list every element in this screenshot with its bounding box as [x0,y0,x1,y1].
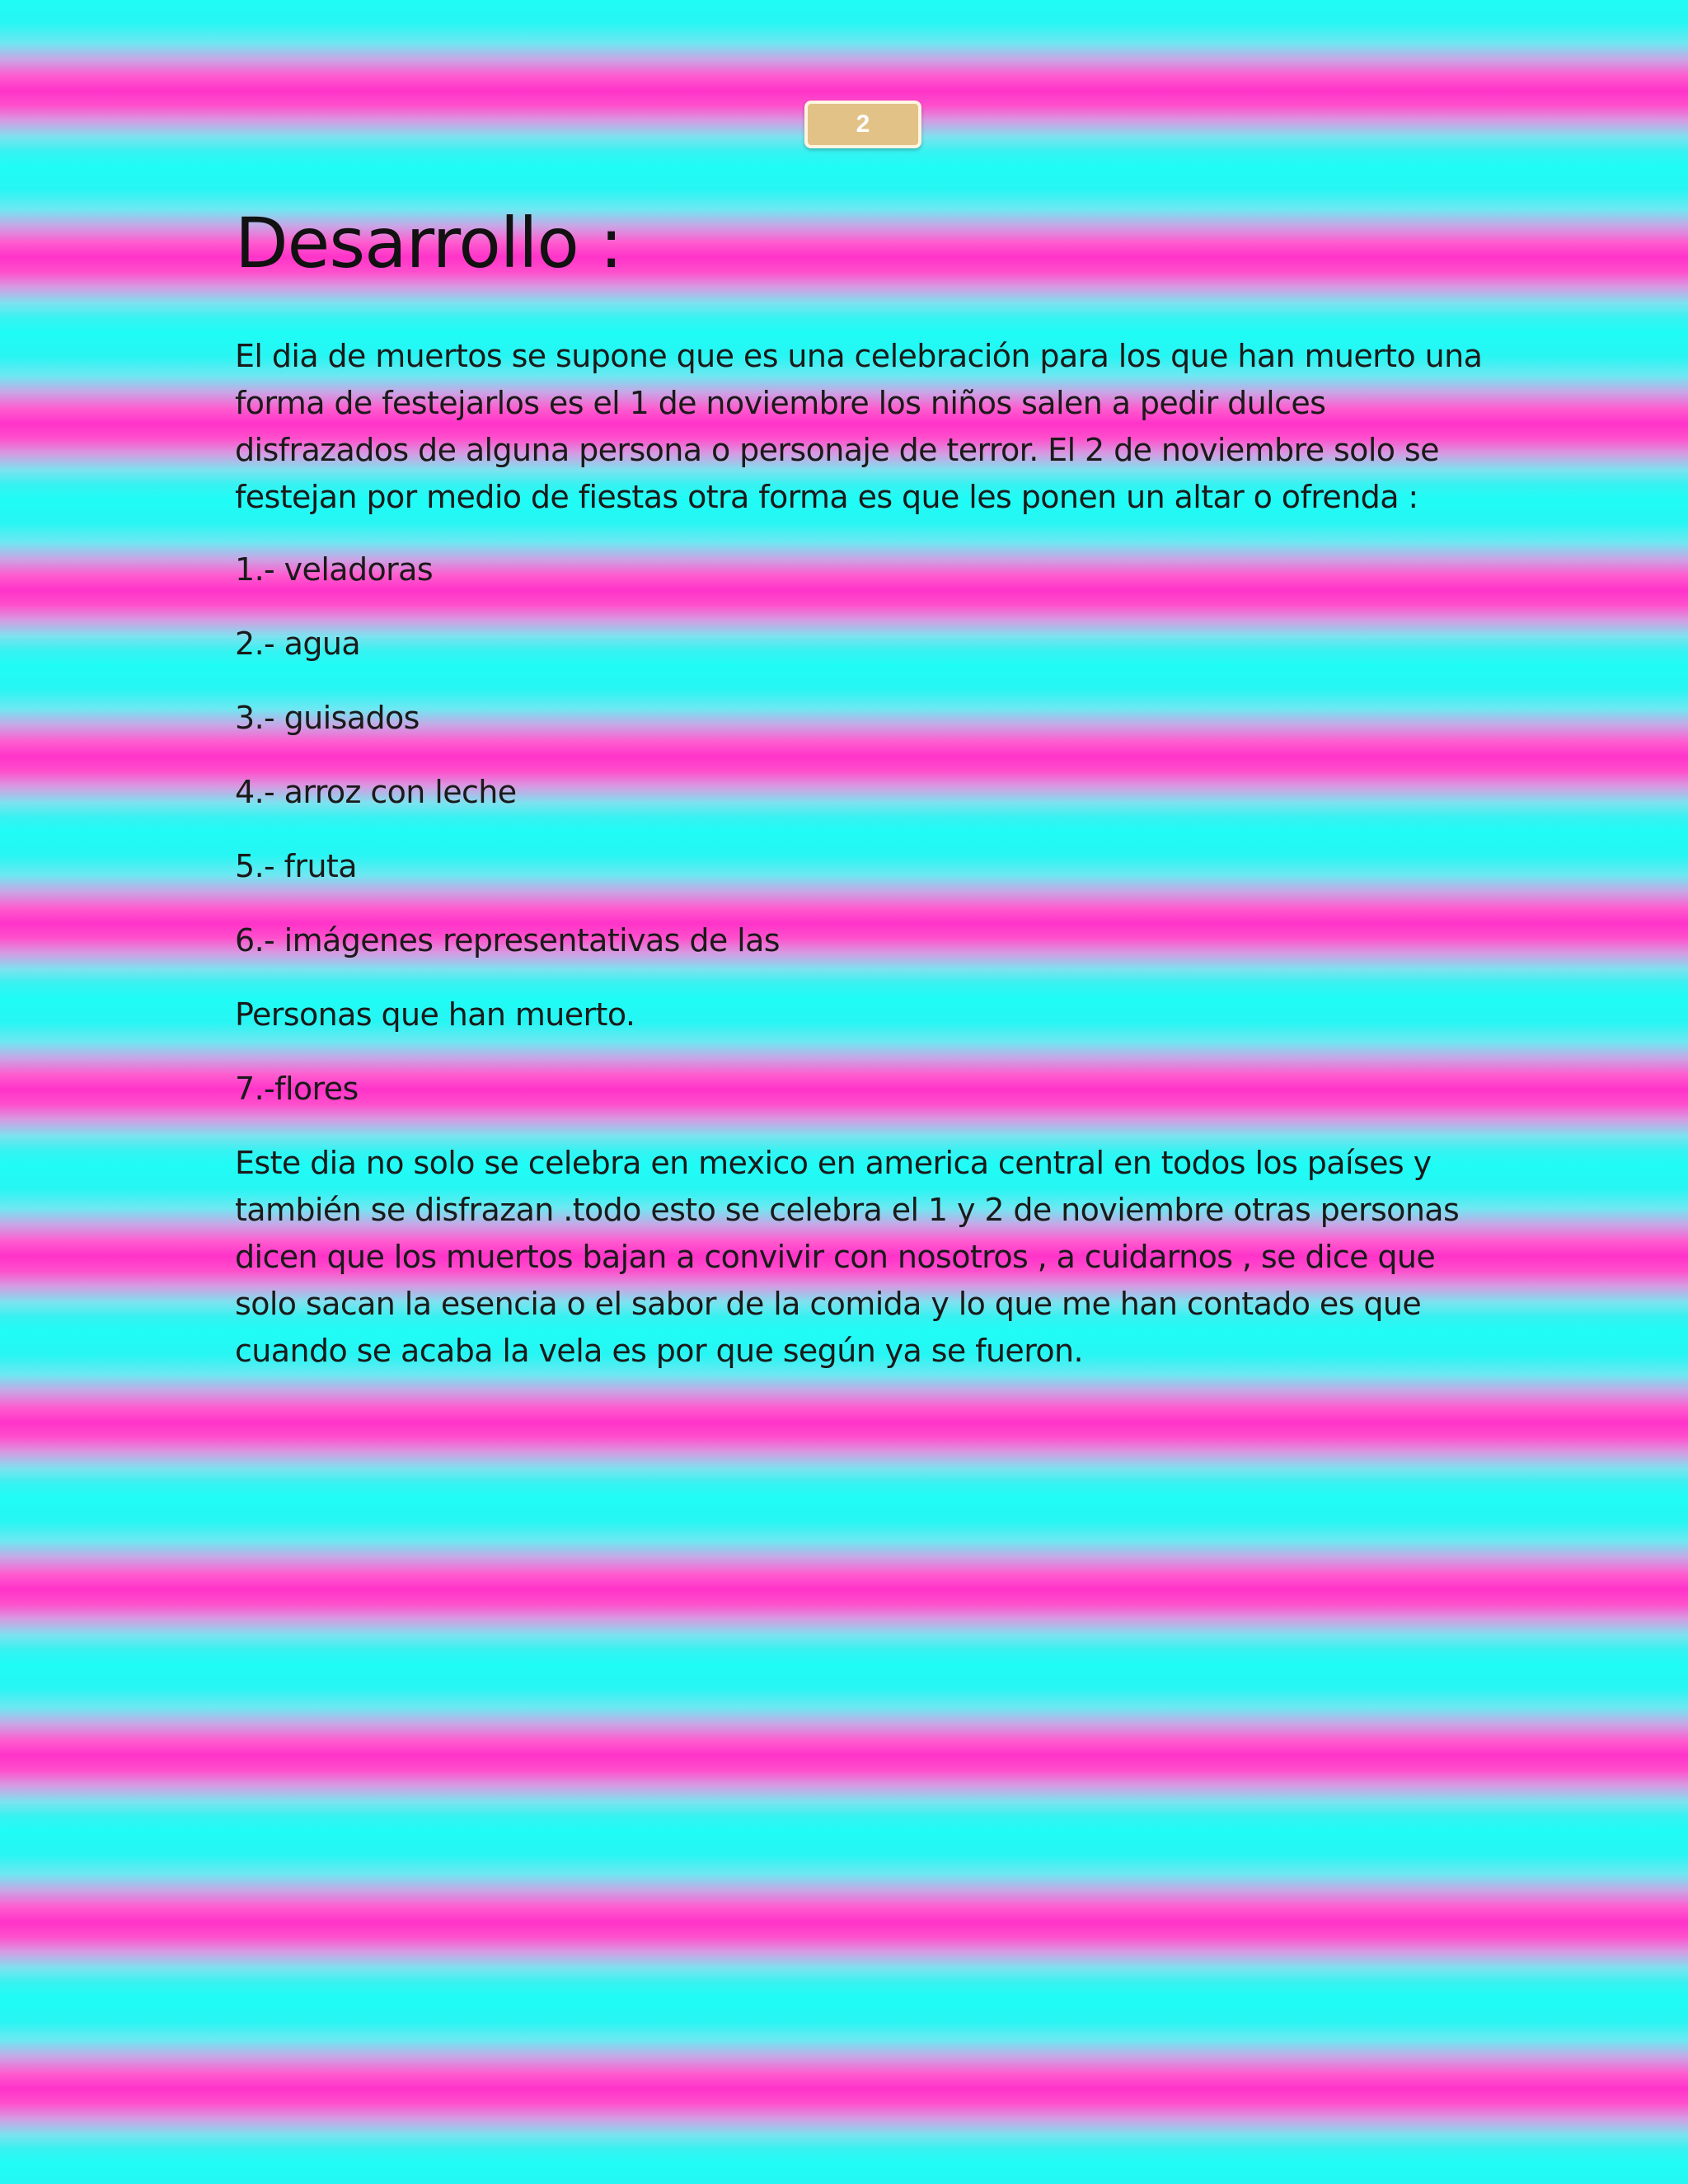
list-item: 3.- guisados [235,700,420,736]
list-item: 2.- agua [235,626,361,662]
offering-list [235,546,1488,1113]
list-item: 7.-flores [235,1071,359,1107]
list-item: 1.- veladoras [235,551,434,588]
page-number-badge: 2 [804,101,921,148]
intro-paragraph: El dia de muertos se supone que es una celebración para los que han muerto una forma de festejarlos es el 1 de noviembre los niños salen a pedir dulces disfrazados de alguna persona o personaje de terror. El 2 de noviembre solo se festejan por medio de fiestas otra forma es que les ponen un altar o ofrenda : [235,338,1483,515]
document-body [235,198,1488,1400]
list-item: Personas que han muerto. [235,996,635,1033]
list-item: 6.- imágenes representativas de las [235,922,780,958]
closing-paragraph: Este dia no solo se celebra en mexico en america central en todos los países y también se disfrazan .todo esto se celebra el 1 y 2 de noviembre otras personas dicen que los muertos bajan a convivir con nosotros , a cuidarnos , se dice que solo sacan la esencia o el sabor de la comida y lo que me han contado es que cuando se acaba la vela es por que según ya se fueron. [235,1145,1460,1369]
list-item: 5.- fruta [235,848,357,884]
list-item: 4.- arroz con leche [235,774,517,810]
page-title: Desarrollo : [235,203,622,284]
